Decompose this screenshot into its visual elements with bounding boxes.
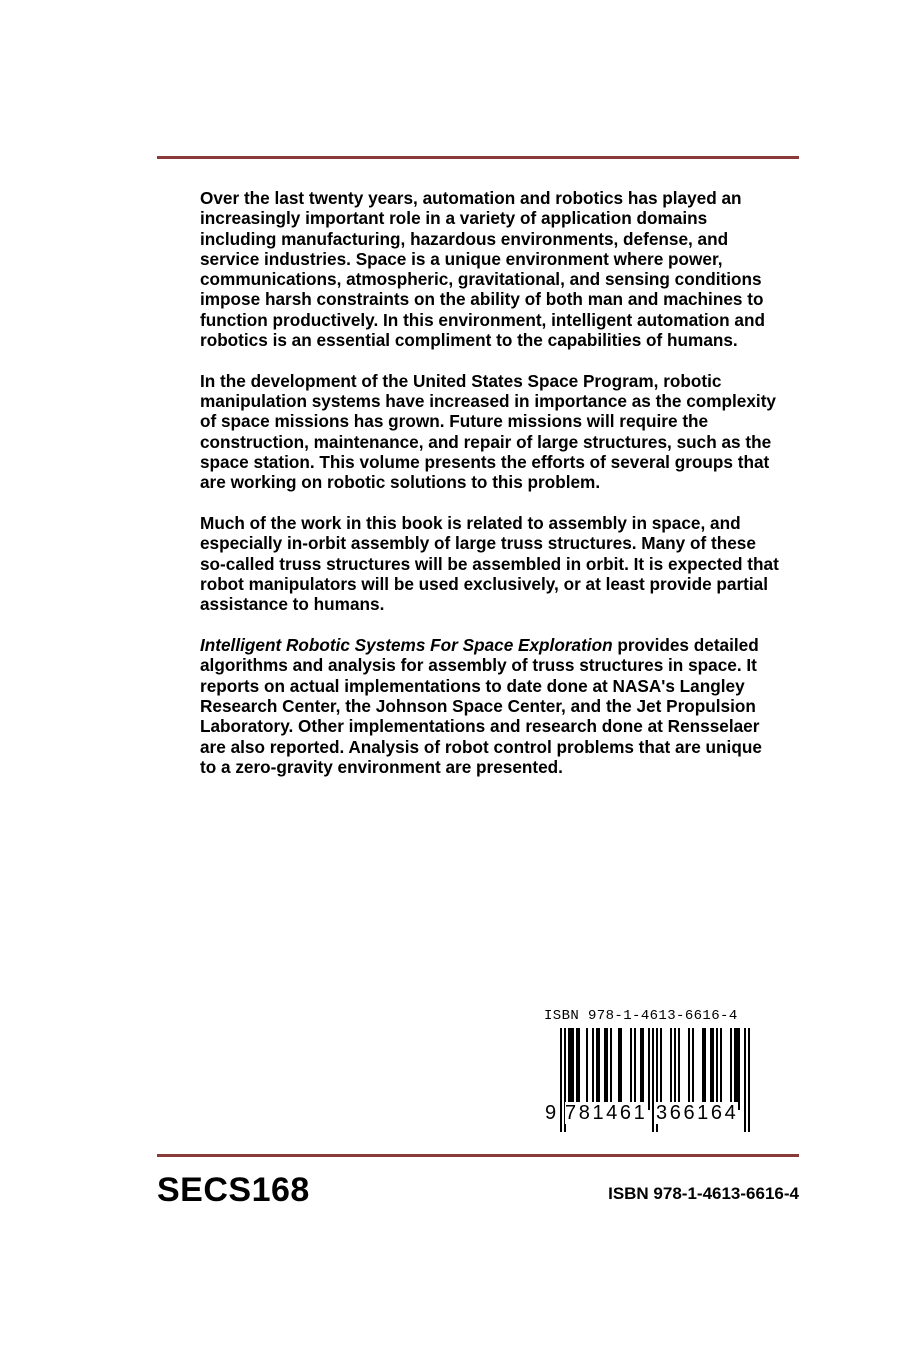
barcode-bar — [734, 1028, 736, 1110]
barcode-bar — [586, 1028, 588, 1110]
barcode-bar — [560, 1028, 562, 1132]
barcode-bar — [744, 1028, 746, 1132]
barcode-bar — [712, 1028, 714, 1110]
barcode-bar — [674, 1028, 676, 1110]
barcode-bar — [738, 1028, 740, 1110]
barcode-bar — [652, 1028, 654, 1132]
barcode-bar — [570, 1028, 572, 1110]
barcode-bar — [576, 1028, 578, 1110]
barcode-digit-first: 9 — [545, 1102, 557, 1124]
description-paragraph-1: Over the last twenty years, automation and robotics has played an increasingly important role in a variety of application domains including manufacturing, hazardous environments, defense, and service industries. Space is a unique environment where power, communications, atmospheric, gravitational, and sensing conditions impose harsh constraints on the ability of both man and machines to function productively. In this environment, intelligent automation and robotics is an essential compliment to the capabilities of humans. — [200, 188, 765, 351]
description-text — [200, 188, 780, 798]
barcode-isbn-label: ISBN 978-1-4613-6616-4 — [544, 1008, 738, 1024]
series-code: SECS168 — [157, 1171, 310, 1209]
barcode-bar — [598, 1028, 600, 1110]
barcode-bar — [596, 1028, 598, 1110]
barcode-bar — [716, 1028, 718, 1110]
barcode-bar — [610, 1028, 612, 1110]
barcode-bar — [748, 1028, 750, 1132]
barcode-bar — [640, 1028, 642, 1110]
barcode-bar — [568, 1028, 570, 1110]
barcode-bar — [618, 1028, 620, 1110]
barcode-bar — [678, 1028, 680, 1110]
barcode-bar — [642, 1028, 644, 1110]
barcode-bar — [634, 1028, 636, 1110]
footer-isbn: ISBN 978-1-4613-6616-4 — [608, 1184, 799, 1203]
description-paragraph-4-text: provides detailed algorithms and analysis for assembly of truss structures in space. It reports on actual implementations to date done at NASA's Langley Research Center, the Johnson Space Center, and the Jet Propulsion Laboratory. Other implementations and research done at Rensselaer are also reported. Analysis of robot control problems that are unique to a zero-gravity environment are presented. — [200, 635, 762, 777]
barcode-bar — [692, 1028, 694, 1110]
description-paragraph-4 — [200, 635, 780, 777]
barcode-bar — [688, 1028, 690, 1110]
barcode-digits-right: 366164 — [656, 1102, 739, 1124]
description-paragraph-2: In the development of the United States Space Program, robotic manipulation systems have increased in importance as the complexity of space missions has grown. Future missions will require the construction, maintenance, and repair of large structures, such as the space station. This volume presents the efforts of several groups that are working on robotic solutions to this problem. — [200, 370, 776, 493]
barcode-bar — [736, 1028, 738, 1110]
book-title-italic: Intelligent Robotic Systems For Space Exploration — [200, 635, 613, 656]
barcode-bar — [648, 1028, 650, 1110]
barcode-bar — [710, 1028, 712, 1110]
bottom-divider-rule — [157, 1154, 799, 1157]
barcode-bar — [592, 1028, 594, 1110]
barcode-bar — [578, 1028, 580, 1110]
barcode-bar — [704, 1028, 706, 1110]
barcode-bar — [630, 1028, 632, 1110]
barcode-bar — [604, 1028, 606, 1110]
top-divider-rule — [157, 156, 799, 159]
barcode-digits-left: 781461 — [565, 1102, 648, 1124]
description-paragraph-3: Much of the work in this book is related to assembly in space, and especially in-orbit assembly of large truss structures. Many of these so-called truss structures will be assembled in orbit. It is expected that robot manipulators will be used exclusively, or at least provide partial assistance to humans. — [200, 513, 779, 615]
barcode-bar — [620, 1028, 622, 1110]
barcode-bar — [702, 1028, 704, 1110]
barcode-bar — [670, 1028, 672, 1110]
barcode-bar — [572, 1028, 574, 1110]
barcode-bar — [730, 1028, 732, 1110]
barcode-bar — [660, 1028, 662, 1110]
barcode-bar — [606, 1028, 608, 1110]
barcode-bar — [720, 1028, 722, 1110]
